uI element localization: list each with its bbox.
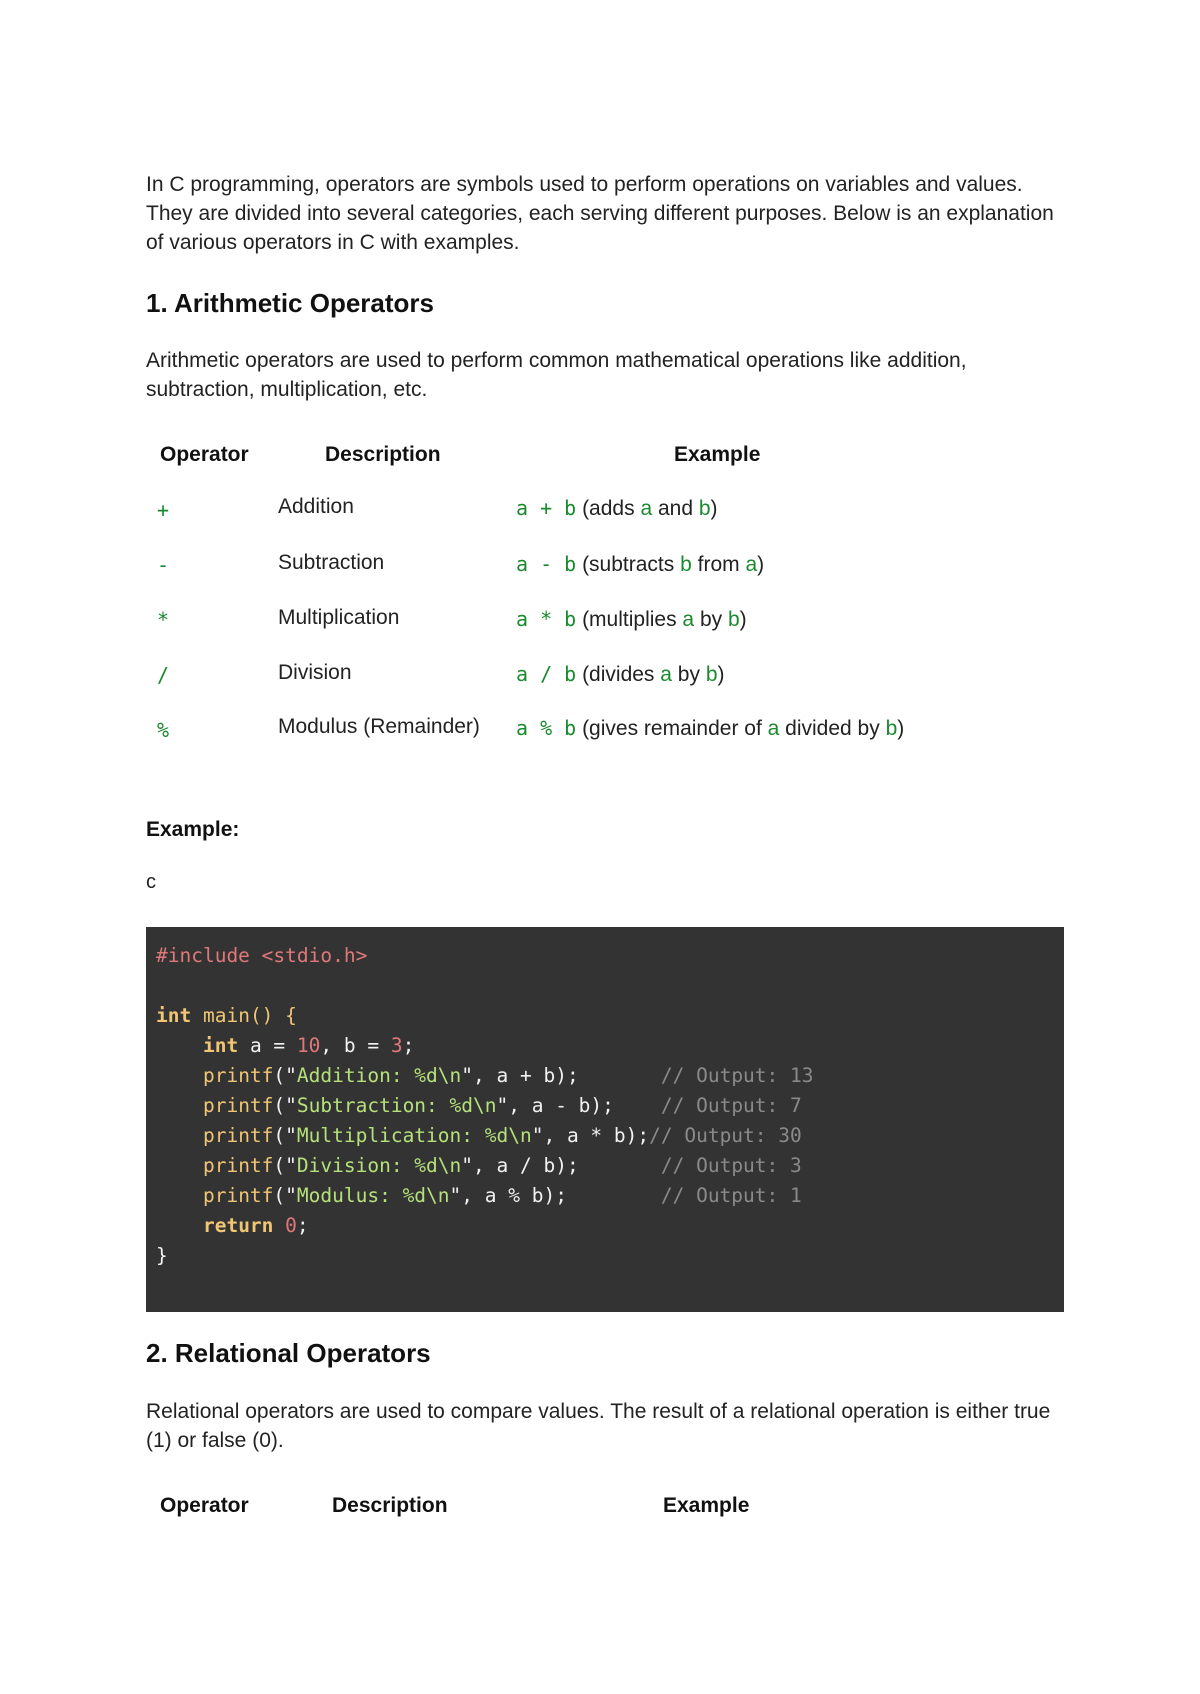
table1-row-description: Modulus (Remainder) [278, 715, 480, 738]
section2-description: Relational operators are used to compare values. The result of a relational operation is either true (1) or false (0). [146, 1400, 1051, 1452]
table1-row-example: a % b (gives remainder of a divided by b) [516, 716, 905, 740]
code-block[interactable]: #include <stdio.h> int main() { int a = 10, b = 3; printf("Addition: %d\n", a + b); // Output: 13 printf("Subtraction: %d\n", a - b); // Output: 7 printf("Multiplication: %d\n", a * b);// Output: 30 printf("Division: %d\n", a / b); // Output: 3 printf("Modulus: %d\n", a % b); // Output: 1 return 0; } [146, 927, 1064, 1312]
table2-header-example: Example [663, 1494, 750, 1517]
table2-header-operator: Operator [160, 1494, 249, 1517]
section1-description: Arithmetic operators are used to perform common mathematical operations like addition, subtraction, multiplication, etc. [146, 349, 967, 401]
table1-row-example: a + b (adds a and b) [516, 496, 718, 520]
table1-row-example: a / b (divides a by b) [516, 662, 725, 686]
table1-row-operator: - [157, 553, 170, 577]
table1-row-description: Division [278, 661, 352, 684]
table1-header-example: Example [674, 443, 761, 466]
section1-heading: 1. Arithmetic Operators [146, 288, 435, 318]
table1-header-description: Description [325, 443, 441, 466]
code-language-label: c [146, 871, 156, 893]
code-include: #include <stdio.h> [156, 944, 368, 967]
table1-row-operator: * [157, 608, 170, 632]
table1-row-operator: + [157, 498, 170, 522]
example-label: Example: [146, 818, 240, 841]
section2-heading: 2. Relational Operators [146, 1338, 431, 1368]
intro-paragraph: In C programming, operators are symbols used to perform operations on variables and values. They are divided into several categories, each serving different purposes. Below is an explanation of various operators in C with examples. [146, 173, 1054, 254]
table1-row-operator: % [157, 718, 170, 742]
table1-row-description: Multiplication [278, 606, 400, 629]
table1-row-description: Addition [278, 495, 354, 518]
table1-row-example: a * b (multiplies a by b) [516, 607, 747, 631]
table1-row-example: a - b (subtracts b from a) [516, 552, 765, 576]
table1-row-description: Subtraction [278, 551, 385, 574]
table1-row-operator: / [157, 663, 170, 687]
table1-header-operator: Operator [160, 443, 249, 466]
table2-header-description: Description [332, 1494, 448, 1517]
